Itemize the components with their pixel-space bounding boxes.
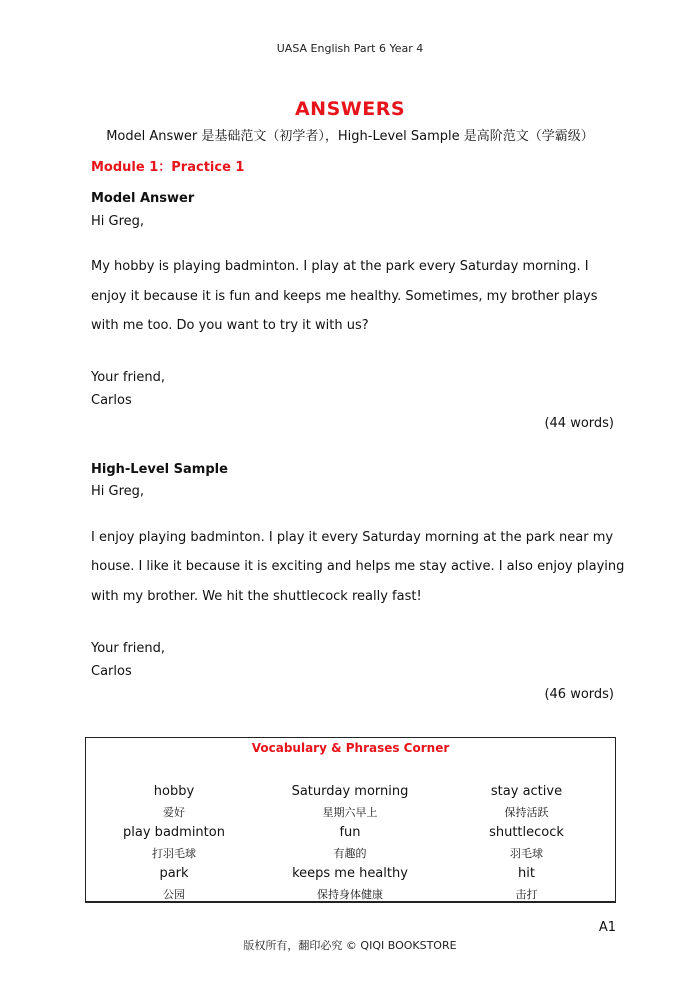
vocab-word: fun	[339, 825, 361, 840]
model-answer-signature: Carlos	[91, 393, 132, 408]
model-answer-greeting: Hi Greg,	[91, 214, 145, 229]
high-level-sample-line: house. I like it because it is exciting and helps me stay active. I also enjoy playing	[91, 559, 625, 574]
vocabulary-title: Vocabulary & Phrases Corner	[251, 741, 450, 755]
vocab-translation: 有趣的	[333, 846, 367, 860]
vocab-word: play badminton	[123, 825, 225, 840]
model-answer-closing: Your friend,	[91, 370, 166, 385]
vocab-translation: 爱好	[163, 805, 185, 819]
model-answer-word-count: (44 words)	[544, 416, 614, 431]
vocab-translation: 保持活跃	[504, 805, 549, 819]
vocab-word: Saturday morning	[291, 784, 409, 799]
page-number: A1	[598, 920, 616, 935]
page-footer: 版权所有，翻印必究 © QIQI BOOKSTORE	[243, 939, 457, 952]
vocab-translation: 保持身体健康	[317, 887, 383, 901]
vocab-word: shuttlecock	[489, 825, 564, 840]
page-title: ANSWERS	[294, 98, 406, 120]
high-level-sample-line: I enjoy playing badminton. I play it every Saturday morning at the park near my	[91, 530, 614, 545]
vocab-translation: 星期六早上	[322, 805, 378, 819]
page-subtitle: Model Answer 是基础范文（初学者），High-Level Sample 是高阶范文（学霸级）	[106, 129, 594, 144]
high-level-sample-label: High-Level Sample	[91, 462, 228, 477]
high-level-sample-greeting: Hi Greg,	[91, 484, 145, 499]
vocab-translation: 打羽毛球	[152, 846, 196, 860]
vocab-word: hit	[518, 866, 535, 881]
vocab-word: park	[159, 866, 189, 881]
page-header: UASA English Part 6 Year 4	[276, 42, 424, 55]
high-level-sample-closing: Your friend,	[91, 641, 166, 656]
model-answer-line: with me too. Do you want to try it with us?	[91, 318, 369, 333]
high-level-sample-line: with my brother. We hit the shuttlecock really fast!	[91, 589, 422, 604]
vocab-word: keeps me healthy	[292, 866, 408, 881]
vocab-translation: 羽毛球	[510, 846, 543, 860]
module-heading: Module 1：Practice 1	[91, 160, 245, 175]
vocab-word: stay active	[490, 784, 563, 799]
vocab-translation: 公园	[163, 887, 185, 901]
vocab-translation: 击打	[515, 887, 538, 901]
vocab-word: hobby	[153, 784, 195, 799]
model-answer-line: My hobby is playing badminton. I play at the park every Saturday morning. I	[91, 259, 589, 274]
model-answer-label: Model Answer	[91, 191, 195, 206]
vocabulary-grid	[86, 782, 615, 905]
model-answer-line: enjoy it because it is fun and keeps me healthy. Sometimes, my brother plays	[91, 289, 598, 304]
high-level-sample-signature: Carlos	[91, 664, 132, 679]
high-level-sample-word-count: (46 words)	[544, 687, 614, 702]
